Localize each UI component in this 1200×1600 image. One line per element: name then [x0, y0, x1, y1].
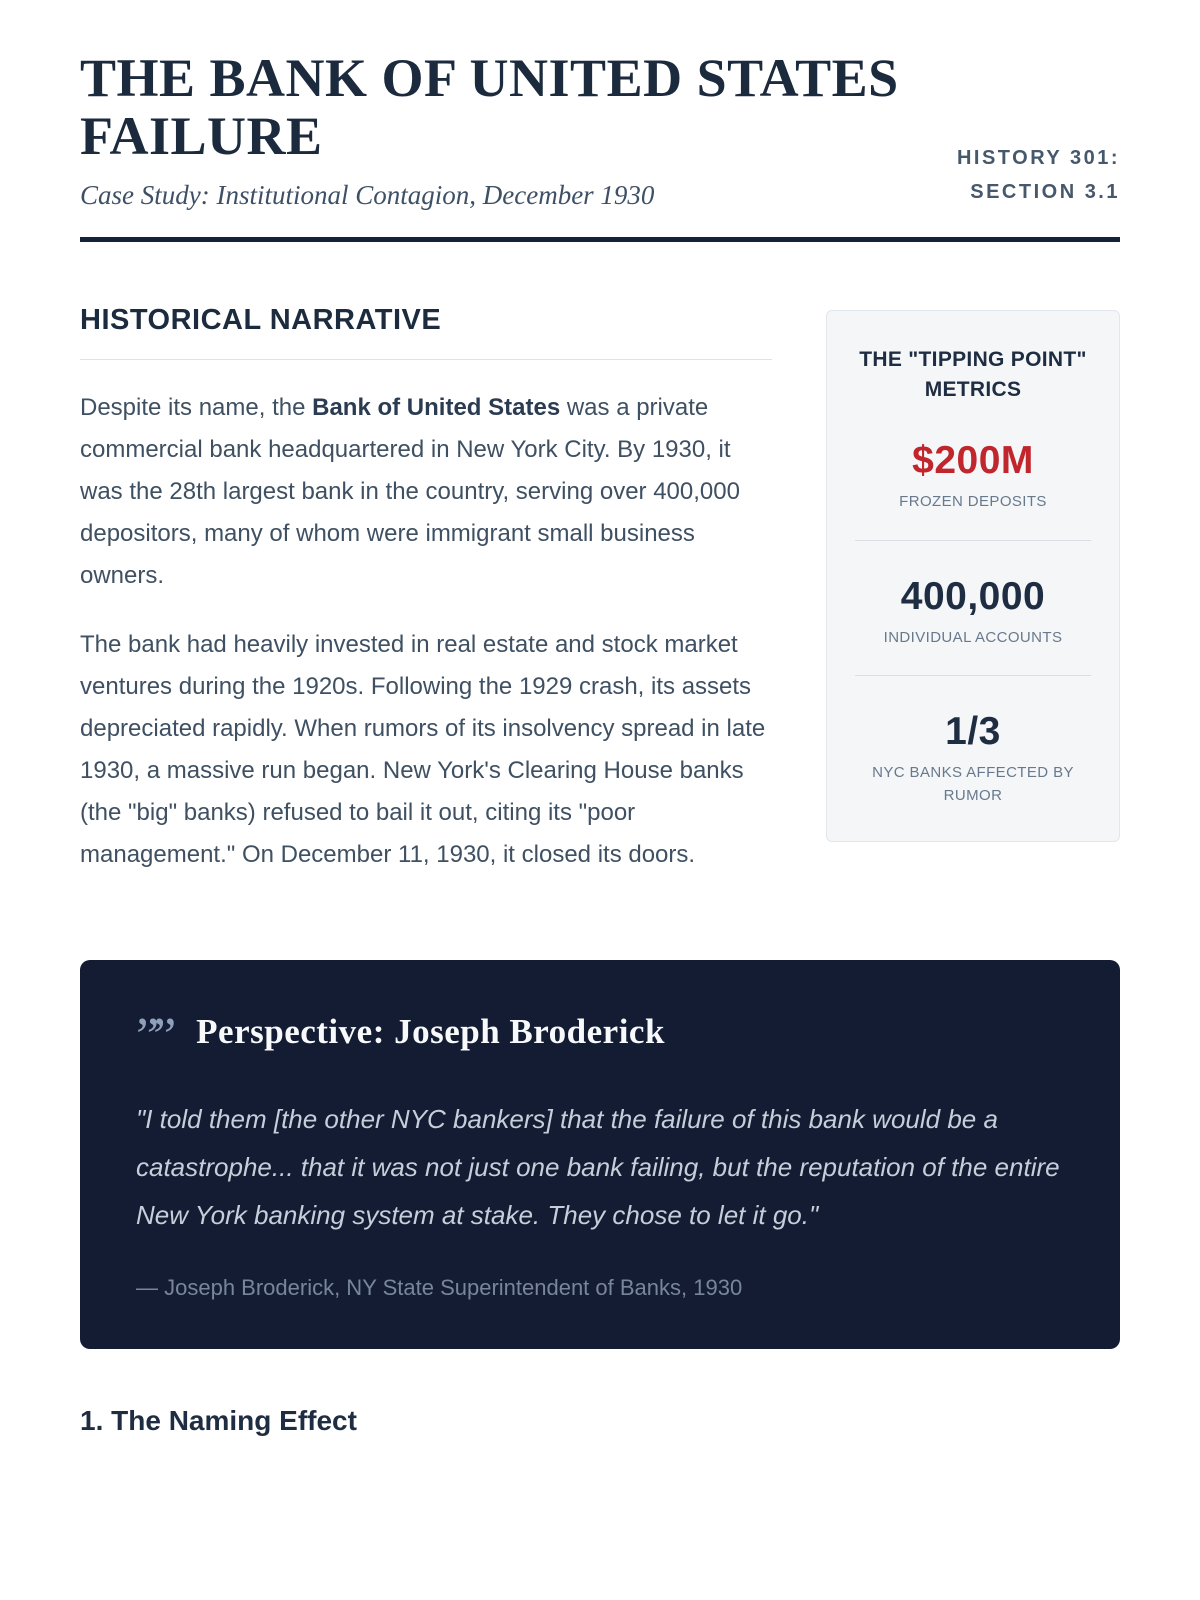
quote-text: "I told them [the other NYC bankers] that the failure of this bank would be a catastrophe... that it was not just one bank failing, but the reputation of the entire New York banking system at stake. They chose to let it go." — [136, 1104, 1060, 1231]
metric-label: INDIVIDUAL ACCOUNTS — [883, 628, 1063, 646]
course-info — [957, 141, 1120, 211]
page-subtitle: Case Study: Institutional Contagion, December 1930 — [80, 179, 655, 210]
narrative-paragraph-2: The bank had heavily invested in real estate and stock market ventures during the 1920s. Following the 1929 crash, its assets depreciated rapidly. When rumors of its insolvency spread in late 1930, a massive run began. New York's Clearing House banks (the "big" banks) refused to bail it out, citing its "poor management." On December 11, 1930, it closed its doors. — [80, 630, 766, 868]
quote-heading: Perspective: Joseph Broderick — [196, 1012, 665, 1052]
page-header — [80, 50, 1120, 211]
metric-frozen-deposits — [855, 439, 1091, 514]
metric-nyc-banks-affected — [855, 710, 1091, 807]
narrative-heading: HISTORICAL NARRATIVE — [80, 304, 772, 360]
course-line1: HISTORY 301: — [956, 146, 1120, 169]
perspective-quote-block — [80, 960, 1120, 1350]
metrics-card-title: THE "TIPPING POINT" METRICS — [859, 347, 1087, 401]
header-divider — [80, 237, 1120, 242]
metric-value: $200M — [912, 439, 1034, 483]
case-study-page — [80, 0, 1120, 1437]
header-title-group — [80, 50, 899, 211]
metrics-card — [826, 310, 1120, 843]
page-title — [80, 50, 899, 166]
metric-value: 1/3 — [945, 710, 1001, 754]
page-title-line2: FAILURE — [80, 105, 323, 166]
metric-label: FROZEN DEPOSITS — [899, 493, 1047, 511]
quote-header — [136, 1007, 1064, 1065]
metric-value: 400,000 — [900, 574, 1046, 618]
p1-bold-bank-name: Bank of United States — [312, 393, 561, 421]
metrics-divider — [855, 675, 1091, 676]
metric-label: NYC BANKS AFFECTED BY RUMOR — [872, 764, 1074, 804]
metrics-divider — [855, 540, 1091, 541]
page-title-line1: THE BANK OF UNITED STATES — [80, 48, 899, 108]
metric-individual-accounts — [855, 575, 1091, 650]
quote-attribution: — Joseph Broderick, NY State Superintendent of Banks, 1930 — [136, 1275, 743, 1301]
double-quote-icon: ”” — [136, 1007, 171, 1065]
p1-text-after: was a private commercial bank headquartered in New York City. By 1930, it was the 28th largest bank in the country, serving over 400,000 depositors, many of whom were immigrant small business owners. — [80, 393, 740, 589]
course-line2: SECTION 3.1 — [970, 180, 1120, 203]
historical-narrative-section — [80, 304, 772, 876]
p1-text-before: Despite its name, the — [80, 393, 313, 421]
main-content — [80, 304, 1120, 876]
next-section-heading: 1. The Naming Effect — [80, 1405, 357, 1437]
narrative-paragraph-1 — [80, 387, 772, 597]
